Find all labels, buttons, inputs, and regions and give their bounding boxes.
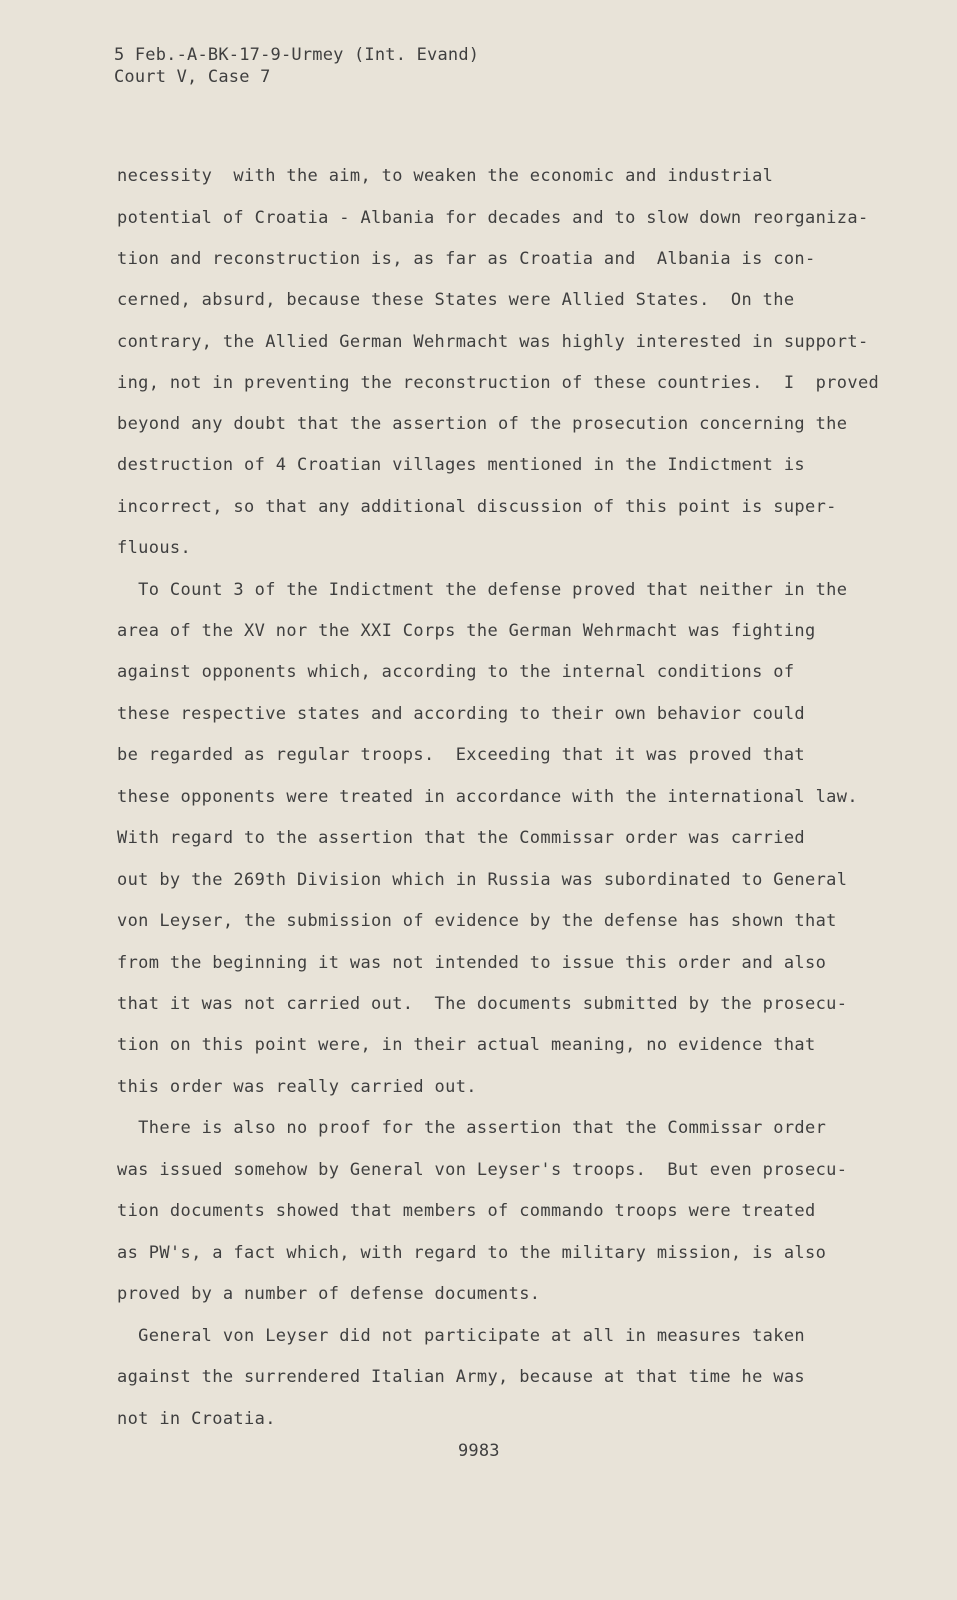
text-line: beyond any doubt that the assertion of the prosecution concerning the — [117, 414, 848, 434]
header-court-case: Court V, Case 7 — [114, 67, 271, 87]
text-line: destruction of 4 Croatian villages mentioned in the Indictment is — [117, 455, 806, 475]
text-line: There is also no proof for the assertion that the Commissar order — [117, 1118, 827, 1138]
text-line: With regard to the assertion that the Commissar order was carried — [117, 828, 806, 848]
text-line: tion and reconstruction is, as far as Croatia and Albania is con- — [117, 249, 816, 269]
text-line: To Count 3 of the Indictment the defense proved that neither in the — [117, 580, 848, 600]
text-line: not in Croatia. — [117, 1409, 276, 1429]
text-line: these opponents were treated in accordance with the international law. — [117, 787, 858, 807]
text-line: as PW's, a fact which, with regard to the military mission, is also — [117, 1243, 827, 1263]
text-line: tion documents showed that members of commando troops were treated — [117, 1201, 816, 1221]
document-header — [114, 44, 479, 88]
text-line: from the beginning it was not intended to issue this order and also — [117, 953, 827, 973]
text-line: be regarded as regular troops. Exceeding that it was proved that — [117, 745, 806, 765]
text-line: necessity with the aim, to weaken the economic and industrial — [117, 166, 774, 186]
text-line: proved by a number of defense documents. — [117, 1284, 541, 1304]
text-line: contrary, the Allied German Wehrmacht was highly interested in support- — [117, 332, 869, 352]
text-line: tion on this point were, in their actual meaning, no evidence that — [117, 1035, 816, 1055]
text-line: against opponents which, according to the internal conditions of — [117, 662, 795, 682]
text-line: these respective states and according to their own behavior could — [117, 704, 806, 724]
text-line: ing, not in preventing the reconstruction of these countries. I proved — [117, 373, 880, 393]
text-line: General von Leyser did not participate at all in measures taken — [117, 1326, 806, 1346]
text-line: fluous. — [117, 538, 192, 558]
text-line: out by the 269th Division which in Russia was subordinated to General — [117, 870, 848, 890]
text-line: that it was not carried out. The documents submitted by the prosecu- — [117, 994, 848, 1014]
text-line: area of the XV nor the XXI Corps the German Wehrmacht was fighting — [117, 621, 816, 641]
text-line: cerned, absurd, because these States were Allied States. On the — [117, 290, 795, 310]
header-reference: 5 Feb.-A-BK-17-9-Urmey (Int. Evand) — [114, 45, 480, 65]
text-line: this order was really carried out. — [117, 1077, 477, 1097]
text-line: against the surrendered Italian Army, because at that time he was — [117, 1367, 806, 1387]
text-line: von Leyser, the submission of evidence by the defense has shown that — [117, 911, 837, 931]
text-line: was issued somehow by General von Leyser's troops. But even prosecu- — [117, 1160, 848, 1180]
page-number: 9983 — [458, 1441, 500, 1461]
text-line: potential of Croatia - Albania for decades and to slow down reorganiza- — [117, 208, 869, 228]
text-line: incorrect, so that any additional discussion of this point is super- — [117, 497, 837, 517]
